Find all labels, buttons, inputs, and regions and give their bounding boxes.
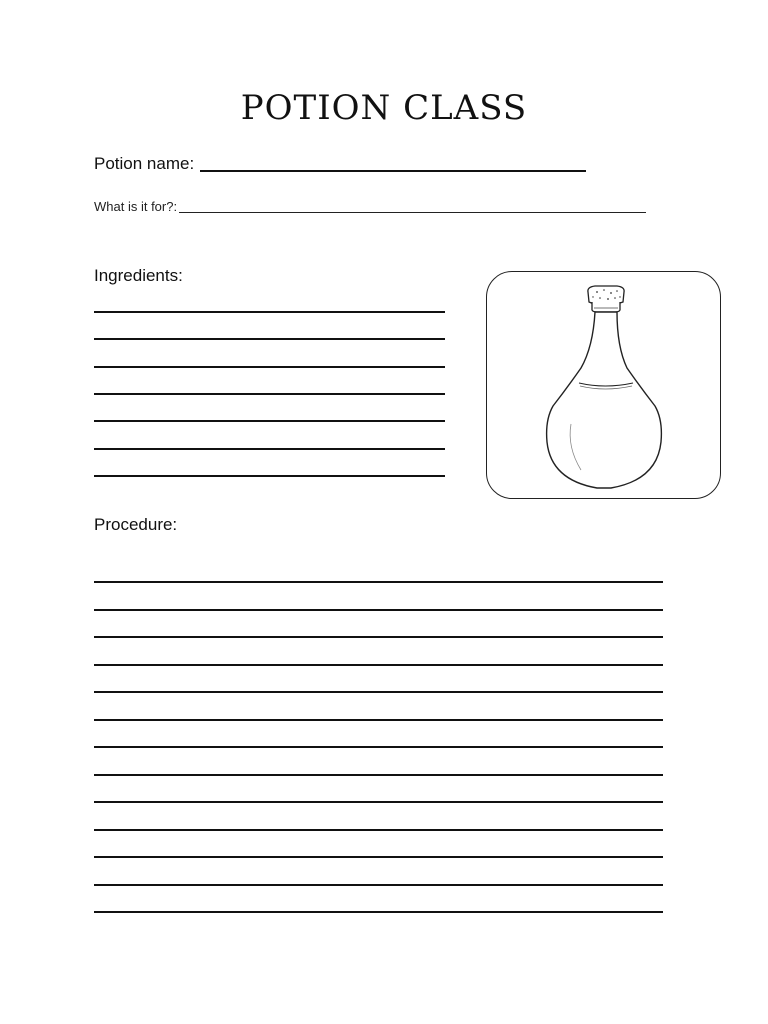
procedure-line[interactable] [94,719,663,721]
potion-name-row [94,154,586,174]
procedure-label: Procedure: [94,515,178,534]
ingredient-line[interactable] [94,475,445,477]
purpose-field[interactable] [179,211,646,213]
ingredient-line[interactable] [94,338,445,340]
procedure-line[interactable] [94,691,663,693]
page-title: POTION CLASS [240,88,528,128]
procedure-line[interactable] [94,746,663,748]
procedure-line[interactable] [94,801,663,803]
procedure-line[interactable] [94,774,663,776]
potion-bottle-icon [487,272,722,500]
procedure-line[interactable] [94,636,663,638]
procedure-line[interactable] [94,609,663,611]
purpose-label: What is it for?: [94,199,178,214]
ingredient-line[interactable] [94,448,445,450]
procedure-line[interactable] [94,884,663,886]
purpose-row [94,199,646,214]
potion-name-label: Potion name: [94,154,195,173]
ingredients-label: Ingredients: [94,266,183,285]
procedure-line[interactable] [94,911,663,913]
illustration-frame [486,271,721,499]
procedure-line[interactable] [94,829,663,831]
ingredient-line[interactable] [94,393,445,395]
procedure-line[interactable] [94,581,663,583]
procedure-line[interactable] [94,856,663,858]
ingredient-line[interactable] [94,366,445,368]
potion-name-field[interactable] [200,169,586,172]
procedure-line[interactable] [94,664,663,666]
ingredient-line[interactable] [94,420,445,422]
ingredient-line[interactable] [94,311,445,313]
